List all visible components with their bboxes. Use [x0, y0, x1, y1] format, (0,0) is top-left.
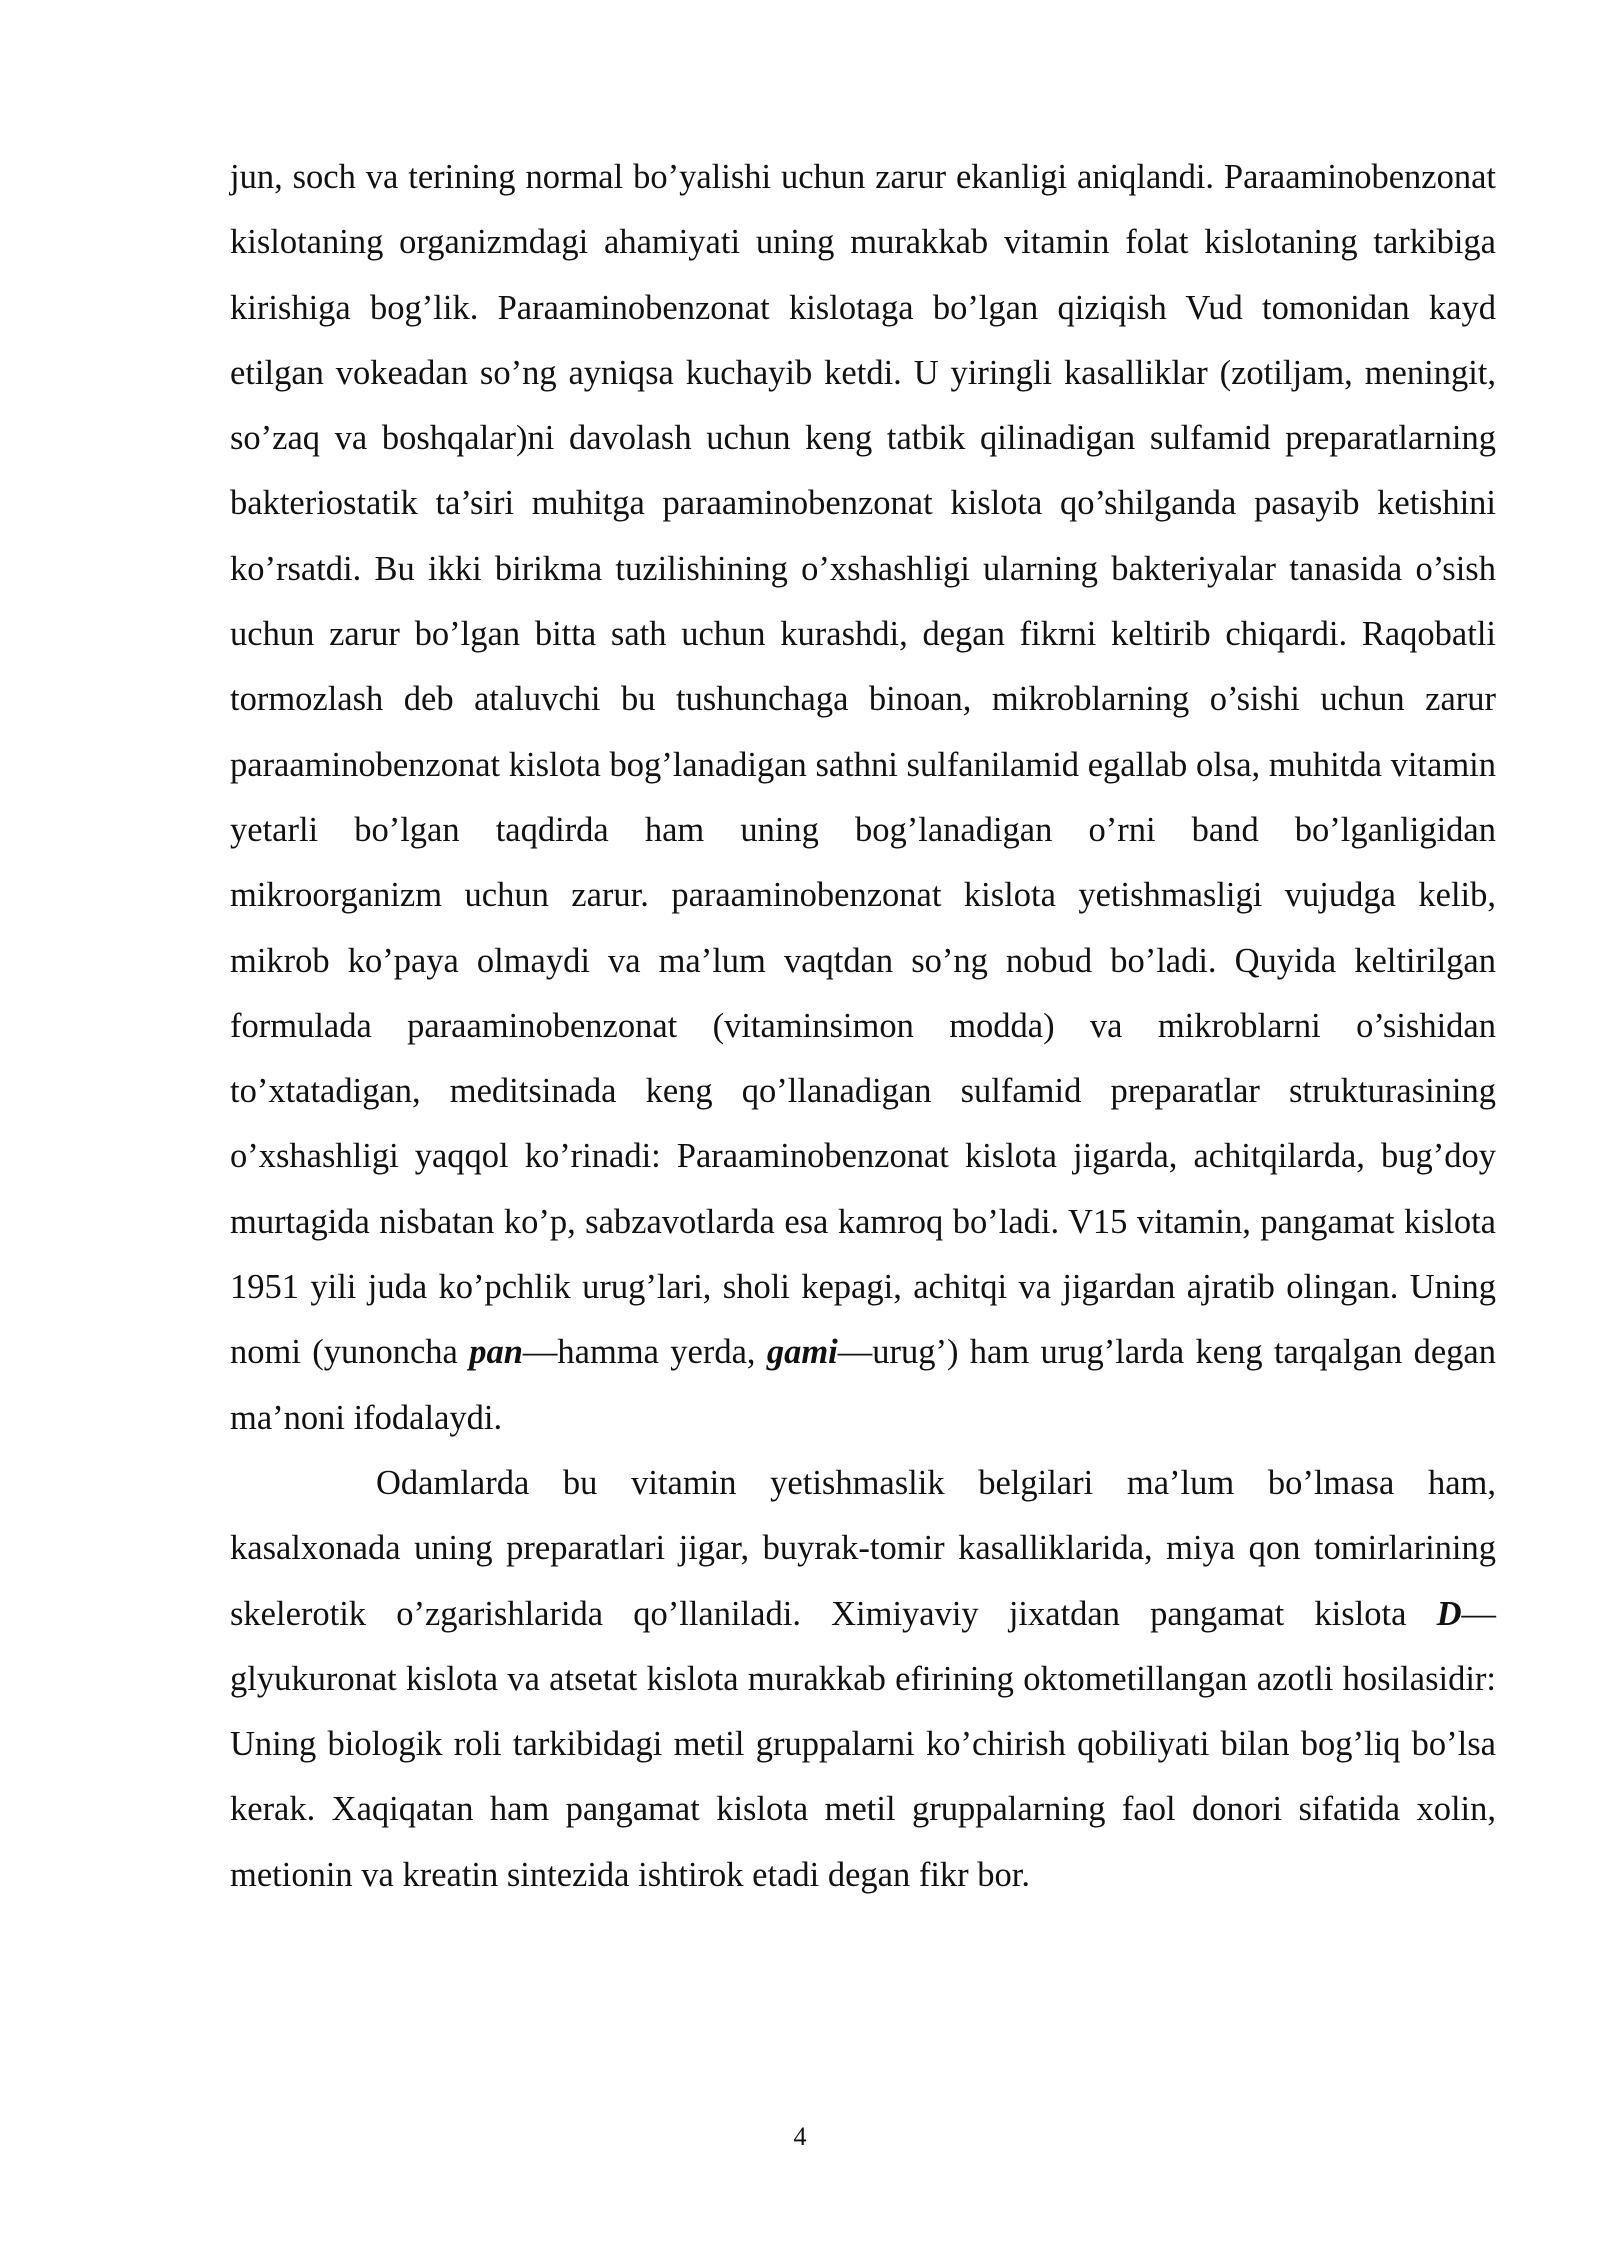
document-body	[230, 145, 1496, 1908]
paragraph-1-text: —hamma yerda,	[522, 1333, 767, 1372]
paragraph-2	[230, 1451, 1496, 1908]
paragraph-2-text: —glyukuronat kislota va atsetat kislota murakkab efirining oktometillangan azotli hosilasidir: Uning biologik roli tarkibidagi metil gruppalarni ko’chirish qobiliyati bilan bog’liq bo’lsa kerak. Xaqiqatan ham pangamat kislota metil gruppalarning faol donori sifatida xolin, metionin va kreatin sintezida ishtirok etadi degan fikr bor.	[230, 1594, 1496, 1894]
term-d: D	[1436, 1594, 1462, 1633]
paragraph-1-text: —urug’) ham urug’larda keng tarqalgan degan ma’noni ifodalaydi.	[230, 1333, 1496, 1437]
paragraph-1-text: jun, soch va terining normal bo’yalishi uchun zarur ekanligi aniqlandi. Paraaminobenzonat kislotaning organizmdagi ahamiyati uning murakkab vitamin folat kislotaning tarkibiga kirishiga bog’lik. Paraaminobenzonat kislotaga bo’lgan qiziqish Vud tomonidan kayd etilgan vokeadan so’ng ayniqsa kuchayib ketdi. U yiringli kasalliklar (zotiljam, meningit, so’zaq va boshqalar)ni davolash uchun keng tatbik qilinadigan sulfamid preparatlarning bakteriostatik ta’siri muhitga paraaminobenzonat kislota qo’shilganda pasayib ketishini ko’rsatdi. Bu ikki birikma tuzilishining o’xshashligi ularning bakteriyalar tanasida o’sish uchun zarur bo’lgan bitta sath uchun kurashdi, degan fikrni keltirib chiqardi. Raqobatli tormozlash deb ataluvchi bu tushunchaga binoan, mikroblarning o’sishi uchun zarur paraaminobenzonat kislota bog’lanadigan sathni sulfanilamid egallab olsa, muhitda vitamin yetarli bo’lgan taqdirda ham uning bog’lanadigan o’rni band bo’lganligidan mikroorganizm uchun zarur. paraaminobenzonat kislota yetishmasligi vujudga kelib, mikrob ko’paya olmaydi va ma’lum vaqtdan so’ng nobud bo’ladi. Quyida keltirilgan formulada paraaminobenzonat (vitaminsimon modda) va mikroblarni o’sishidan to’xtatadigan, meditsinada keng qo’llanadigan sulfamid preparatlar strukturasining o’xshashligi yaqqol ko’rinadi: Paraaminobenzonat kislota jigarda, achitqilarda, bug’doy murtagida nisbatan ko’p, sabzavotlarda esa kamroq bo’ladi. V15 vitamin, pangamat kislota 1951 yili juda ko’pchlik urug’lari, sholi kepagi, achitqi va jigardan ajratib olingan. Uning nomi (yunoncha	[230, 158, 1496, 1372]
page-number: 4	[793, 2122, 807, 2151]
term-pan: pan	[469, 1333, 523, 1372]
paragraph-1	[230, 145, 1496, 1451]
term-gami: gami	[766, 1333, 838, 1372]
paragraph-2-text: Odamlarda bu vitamin yetishmaslik belgilari ma’lum bo’lmasa ham, kasalxonada uning preparatlari jigar, buyrak-tomir kasalliklarida, miya qon tomirlarining skelerotik o’zgarishlarida qo’llaniladi. Ximiyaviy jixatdan pangamat kislota	[230, 1463, 1496, 1633]
